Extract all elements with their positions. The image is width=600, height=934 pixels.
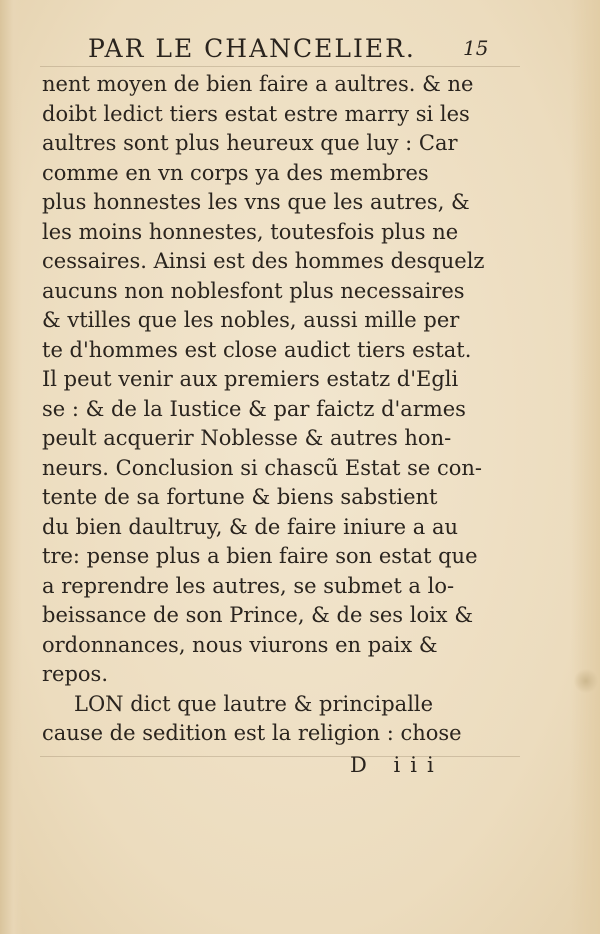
text-line: beissance de son Prince, & de ses loix & (42, 603, 474, 627)
text-line: tente de sa fortune & biens sabstient (42, 485, 438, 509)
text-line: te d'hommes est close audict tiers estat. (42, 337, 472, 362)
text-line: tre: pense plus a bien faire son estat que (42, 544, 478, 568)
text-line: comme en vn corps ya des membres (42, 160, 429, 185)
paper-stain (574, 668, 598, 694)
text-line: a reprendre les autres, se submet a lo- (42, 573, 455, 598)
text-line: ordonnances, nous viurons en paix & (42, 632, 438, 657)
paragraph-start-line: LON dict que lautre & principalle (74, 691, 434, 716)
page-number: 15 (463, 36, 489, 60)
page-edge-shadow (570, 0, 600, 934)
page-header (88, 34, 518, 68)
text-line: cessaires. Ainsi est des hommes desquelz (42, 249, 485, 273)
text-line: du bien daultruy, & de faire iniure a au (42, 514, 458, 539)
text-line: se : & de la Iustice & par faictz d'armes (42, 396, 466, 421)
text-line: peult acquerir Noblesse & autres hon- (42, 426, 452, 450)
page-gutter-shadow (0, 0, 22, 934)
text-line: aucuns non noblesfont plus necessaires (42, 278, 465, 303)
text-line: les moins honnestes, toutesfois plus ne (42, 219, 459, 244)
footer-rule (40, 756, 520, 757)
text-line: & vtilles que les nobles, aussi mille per (42, 308, 460, 332)
text-line: cause de sedition est la religion : chose (42, 721, 462, 745)
body-text (42, 70, 512, 749)
text-line: aultres sont plus heureux que luy : Car (42, 131, 458, 155)
signature-mark: D iii (350, 753, 444, 777)
text-line: nent moyen de bien faire a aultres. & ne (42, 72, 474, 96)
text-line: doibt ledict tiers estat estre marry si les (42, 101, 470, 126)
text-line: plus honnestes les vns que les autres, & (42, 190, 470, 214)
running-head: PAR LE CHANCELIER. (88, 34, 416, 63)
text-line: repos. (42, 662, 109, 686)
header-rule (40, 66, 520, 67)
text-line: Il peut venir aux premiers estatz d'Egli (42, 367, 459, 391)
text-line: neurs. Conclusion si chascũ Estat se con- (42, 455, 483, 480)
